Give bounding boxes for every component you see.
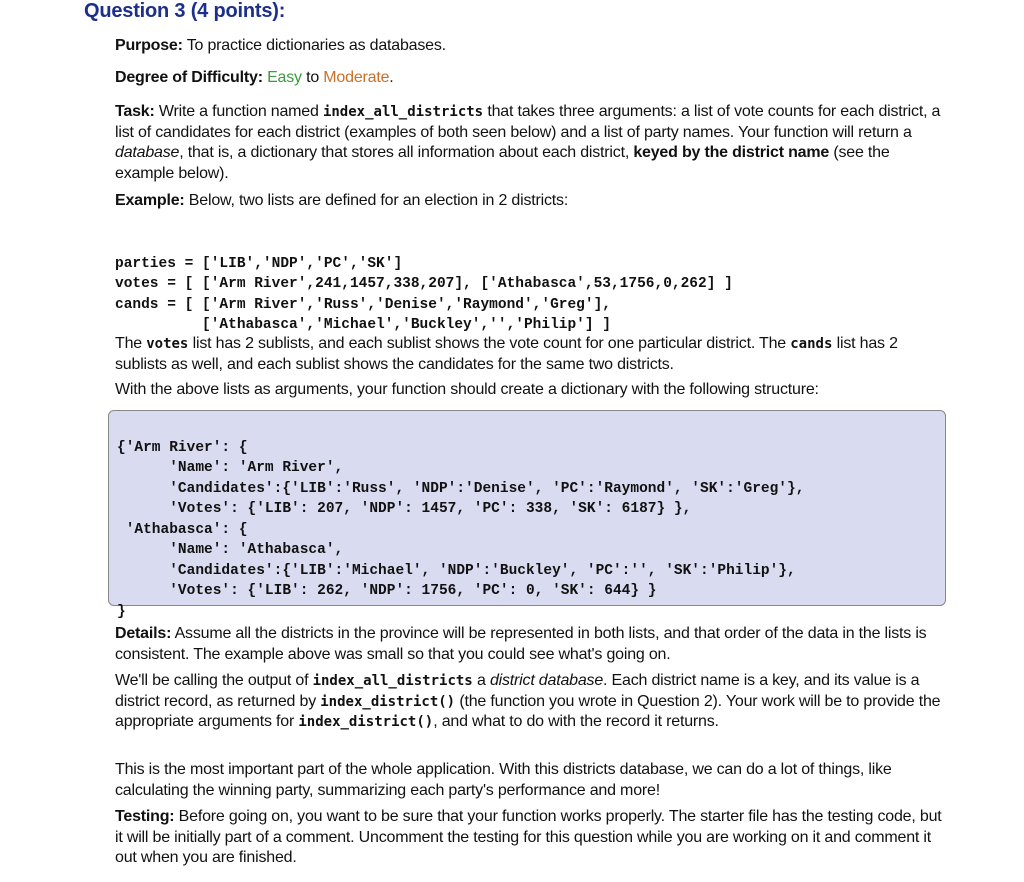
code-line: 'Votes': {'LIB': 207, 'NDP': 1457, 'PC': 338, 'SK': 6187} },	[117, 501, 692, 517]
calling-paragraph	[115, 671, 945, 733]
calling-function-name: index_all_districts	[312, 673, 473, 689]
task-text-2: that takes three arguments: a list of vote counts for each district, a list of candidates for each district (examples of both seen below) and a list of party names. Your function will return a	[115, 103, 941, 141]
calling-text-2: a	[472, 672, 490, 689]
difficulty-paragraph	[115, 68, 945, 89]
purpose-paragraph	[115, 36, 945, 57]
calling-text-3: . Each district name is a key, and its value is a district record, as returned by	[115, 672, 920, 710]
example-label: Example:	[115, 192, 185, 209]
difficulty-label: Degree of Difficulty:	[115, 69, 263, 86]
code-line: {'Arm River': {	[117, 439, 248, 456]
details-label: Details:	[115, 625, 172, 642]
question-heading: Question 3 (4 points):	[84, 0, 286, 22]
example-text: Below, two lists are defined for an election in 2 districts:	[184, 192, 569, 209]
task-function-name: index_all_districts	[322, 104, 484, 120]
difficulty-easy: Easy	[267, 69, 302, 86]
testing-label: Testing:	[115, 808, 175, 825]
task-text-1: Write a function named	[154, 103, 323, 120]
calling-text-5: , and what to do with the record it returns.	[433, 713, 719, 730]
task-paragraph	[115, 102, 945, 184]
difficulty-moderate: Moderate	[323, 69, 390, 86]
code-line: parties = ['LIB','NDP','PC','SK']	[115, 255, 403, 272]
code-line: }	[117, 603, 126, 620]
votes-text-1: The	[115, 335, 147, 352]
task-keyed: keyed by the district name	[633, 144, 830, 161]
votes-paragraph	[115, 334, 945, 375]
task-text-3: , that is, a dictionary that stores all information about each district,	[179, 144, 634, 161]
votes-code: votes	[146, 336, 189, 352]
purpose-label: Purpose:	[115, 37, 183, 54]
code-line: 'Name': 'Athabasca',	[117, 542, 344, 558]
code-line: 'Athabasca': {	[117, 521, 248, 538]
calling-text-4: (the function you wrote in Question 2). Your work will be to provide the appropriate arguments for	[115, 692, 941, 730]
code-line: ['Athabasca','Michael','Buckley','','Philip'] ]	[115, 317, 611, 333]
structure-paragraph: With the above lists as arguments, your function should create a dictionary with the following structure:	[115, 381, 819, 398]
dictionary-code-box	[108, 410, 946, 620]
testing-paragraph	[115, 807, 945, 869]
task-text-4: (see the example below).	[115, 144, 890, 182]
votes-text-3: list has 2 sublists as well, and each sublist shows the candidates for the same two districts.	[115, 335, 898, 373]
difficulty-to: to	[301, 69, 324, 86]
purpose-text: To practice dictionaries as databases.	[182, 37, 446, 54]
testing-text: Before going on, you want to be sure that your function works properly. The starter file has the testing code, but it will be initially part of a comment. Uncomment the testing for this question while you are working on it and comment it out when you are finished.	[115, 808, 942, 866]
code-line: 'Candidates':{'LIB':'Russ', 'NDP':'Denise', 'PC':'Raymond', 'SK':'Greg'},	[117, 480, 805, 497]
code-line: votes = [ ['Arm River',241,1457,338,207], ['Athabasca',53,1756,0,262] ]	[115, 276, 733, 292]
code-line: 'Name': 'Arm River',	[117, 460, 344, 476]
votes-text-2: list has 2 sublists, and each sublist shows the vote count for one particular district. The	[188, 335, 791, 352]
cands-code: cands	[790, 336, 833, 352]
task-label: Task:	[115, 103, 155, 120]
example-paragraph	[115, 191, 945, 212]
task-database-word: database	[115, 144, 180, 161]
code-line: 'Votes': {'LIB': 262, 'NDP': 1756, 'PC': 0, 'SK': 644} }	[117, 583, 657, 599]
calling-index-district: index_district()	[320, 693, 456, 710]
calling-text-1: We'll be calling the output of	[115, 672, 313, 689]
calling-district-database: district database	[489, 672, 604, 689]
details-paragraph	[115, 624, 945, 665]
details-text: Assume all the districts in the province will be represented in both lists, and that order of the data in the lists is consistent. The example above was small so that you could see what's going on.	[115, 625, 927, 663]
important-paragraph: This is the most important part of the whole application. With this districts database, we can do a lot of things, like calculating the winning party, summarizing each party's performance and more!	[115, 761, 892, 799]
code-line: 'Candidates':{'LIB':'Michael', 'NDP':'Buckley', 'PC':'', 'SK':'Philip'},	[117, 562, 796, 579]
calling-index-district-2: index_district()	[298, 714, 434, 730]
code-line: cands = [ ['Arm River','Russ','Denise','Raymond','Greg'],	[115, 296, 611, 313]
difficulty-end: .	[389, 69, 394, 86]
